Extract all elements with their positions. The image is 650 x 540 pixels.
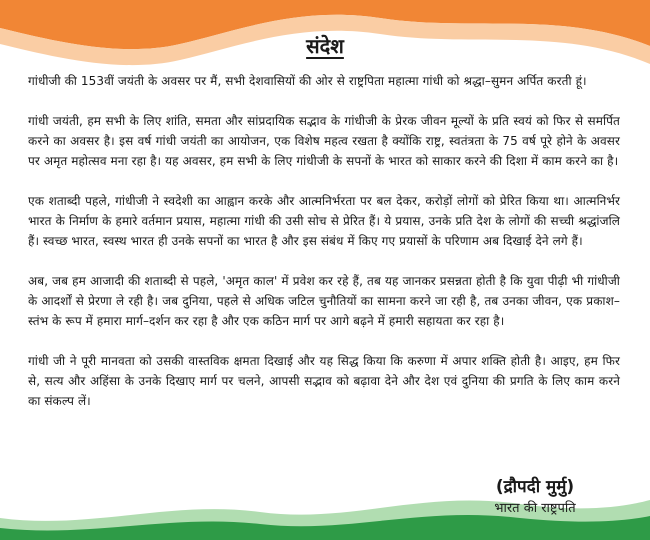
message-body [28, 71, 620, 431]
paragraph-3: एक शताब्दी पहले, गांधीजी ने स्वदेशी का आह्वान करके और आत्मनिर्भरता पर बल देकर, करोड़ों लोगों को प्रेरित किया था। आत्मनिर्भर भारत के निर्माण के हमारे वर्तमान प्रयास, महात्मा गांधी की उसी सोच से प्रेरित हैं। ये प्रयास, उनके प्रति देश के लोगों की सच्ची श्रद्धांजलि हैं। स्वच्छ भारत, स्वस्थ भारत ही उनके सपनों का भारत है और इस संबंध में किए गए प्रयासों के परिणाम अब दिखाई देने लगे हैं। [28, 194, 620, 248]
page-title: संदेश [306, 34, 344, 58]
paragraph-5: गांधी जी ने पूरी मानवता को उसकी वास्तविक क्षमता दिखाई और यह सिद्ध किया कि करुणा में अपार शक्ति होती है। आइए, हम फिर से, सत्य और अहिंसा के उनके दिखाए मार्ग पर चलने, आपसी सद्भाव को बढ़ावा देने और देश एवं दुनिया की प्रगति के लिए काम करने का संकल्प लें। [28, 354, 620, 408]
paragraph-2: गांधी जयंती, हम सभी के लिए शांति, समता और सांप्रदायिक सद्भाव के गांधीजी के प्रेरक जीवन मूल्यों के प्रति स्वयं को फिर से समर्पित करने का अवसर है। इस वर्ष गांधी जयंती का आयोजन, एक विशेष महत्व रखता है क्योंकि राष्ट्र, स्वतंत्रता के 75 वर्ष पूरे होने के अवसर पर अमृत महोत्सव मना रहा है। यह अवसर, हम सभी के लिए गांधीजी के सपनों के भारत को साकार करने की दिशा में काम करने का है। [28, 114, 620, 168]
signatory-role: भारत की राष्ट्रपति [494, 501, 576, 516]
signatory-name: (द्रौपदी मुर्मु) [495, 477, 575, 497]
paragraph-1: गांधीजी की 153वीं जयंती के अवसर पर मैं, सभी देशवासियों की ओर से राष्ट्रपिता महात्मा गांधी को श्रद्धा–सुमन अर्पित करती हूं। [28, 74, 587, 88]
signature-block [460, 476, 610, 518]
paragraph-4: अब, जब हम आजादी की शताब्दी से पहले, 'अमृत काल' में प्रवेश कर रहे हैं, तब यह जानकर प्रसन्नता होती है कि युवा पीढ़ी भी गांधीजी के आदर्शों से प्रेरणा ले रही है। जब दुनिया, पहले से अधिक जटिल चुनौतियों का सामना करने जा रही है, तब उनका जीवन, एक प्रकाश–स्तंभ के रूप में हमारा मार्ग–दर्शन कर रहा है और एक कठिन मार्ग पर आगे बढ़ने में हमारी सहायता कर रहा है। [28, 274, 620, 328]
